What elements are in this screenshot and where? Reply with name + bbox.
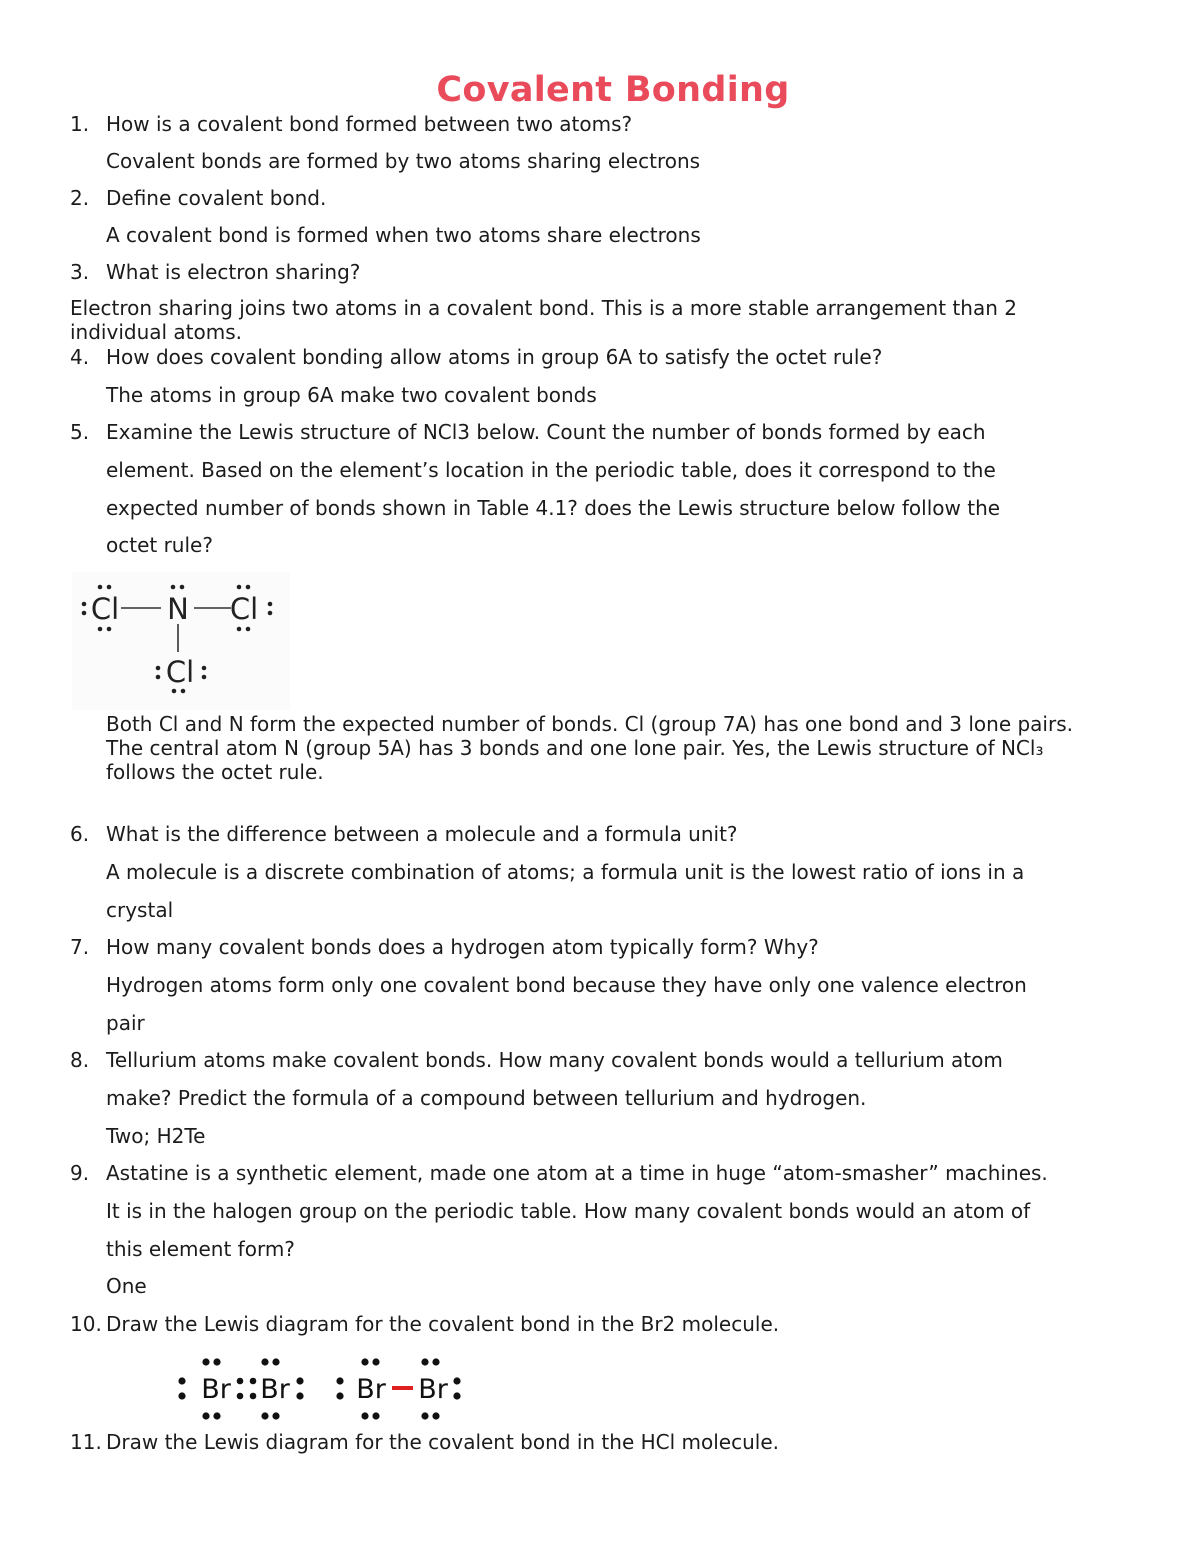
question-5-line: octet rule? — [106, 533, 213, 557]
question-9-line: It is in the halogen group on the periodic table. How many covalent bonds would an atom of — [106, 1199, 1031, 1223]
item-number: 6. — [70, 822, 90, 846]
item-number: 3. — [70, 260, 90, 284]
answer-3: Electron sharing joins two atoms in a covalent bond. This is a more stable arrangement than 2 individual atoms. — [70, 296, 1017, 344]
answer-8: Two; H2Te — [106, 1124, 206, 1148]
question-10: Draw the Lewis diagram for the covalent bond in the Br2 molecule. — [106, 1312, 780, 1336]
question-5-line: expected number of bonds shown in Table 4.1? does the Lewis structure below follow the — [106, 496, 1001, 520]
question-9-line: this element form? — [106, 1237, 295, 1261]
atom-br-1: Br — [201, 1374, 231, 1405]
atom-cl-bottom: Cl — [165, 655, 195, 689]
item-number: 5. — [70, 420, 90, 444]
question-5-line: element. Based on the element’s location in the periodic table, does it correspond to the — [106, 458, 996, 482]
item-number: 11. — [70, 1430, 102, 1454]
answer-6-line: A molecule is a discrete combination of atoms; a formula unit is the lowest ratio of ions in a — [106, 860, 1025, 884]
item-number: 8. — [70, 1048, 90, 1072]
question-8-line: make? Predict the formula of a compound between tellurium and hydrogen. — [106, 1086, 867, 1110]
question-5-line: Examine the Lewis structure of NCl3 below. Count the number of bonds formed by each — [106, 420, 986, 444]
item-number: 2. — [70, 186, 90, 210]
answer-4: The atoms in group 6A make two covalent bonds — [106, 383, 597, 407]
question-1: How is a covalent bond formed between two atoms? — [106, 112, 633, 136]
atom-br-3: Br — [356, 1374, 386, 1405]
atom-br-2: Br — [260, 1374, 290, 1405]
item-number: 7. — [70, 935, 90, 959]
question-3: What is electron sharing? — [106, 260, 361, 284]
answer-7-line: Hydrogen atoms form only one covalent bond because they have only one valence electron — [106, 973, 1027, 997]
answer-2: A covalent bond is formed when two atoms share electrons — [106, 223, 701, 247]
answer-9: One — [106, 1274, 147, 1298]
item-number: 1. — [70, 112, 90, 136]
question-7: How many covalent bonds does a hydrogen atom typically form? Why? — [106, 935, 819, 959]
answer-1: Covalent bonds are formed by two atoms sharing electrons — [106, 149, 701, 173]
atom-cl-right: Cl — [229, 592, 259, 626]
atom-br-4: Br — [418, 1374, 448, 1405]
question-6: What is the difference between a molecule and a formula unit? — [106, 822, 738, 846]
atom-cl-left: Cl — [90, 592, 120, 626]
page-title: Covalent Bonding — [436, 70, 790, 110]
item-number: 9. — [70, 1161, 90, 1185]
answer-5: Both Cl and N form the expected number of bonds. Cl (group 7A) has one bond and 3 lone pairs. The central atom N (group 5A) has 3 bonds and one lone pair. Yes, the Lewis structure of NCl₃ follows the octet rule. — [106, 712, 1073, 784]
question-11: Draw the Lewis diagram for the covalent bond in the HCl molecule. — [106, 1430, 779, 1454]
atom-n: N — [167, 592, 189, 626]
answer-7-line: pair — [106, 1011, 145, 1035]
question-2: Define covalent bond. — [106, 186, 327, 210]
ncl3-lewis-structure — [72, 572, 290, 710]
item-number: 10. — [70, 1312, 102, 1336]
question-9-line: Astatine is a synthetic element, made one atom at a time in huge “atom-smasher” machines. — [106, 1161, 1048, 1185]
answer-6-line: crystal — [106, 898, 174, 922]
question-8-line: Tellurium atoms make covalent bonds. How many covalent bonds would a tellurium atom — [106, 1048, 1003, 1072]
br2-lewis-diagram — [170, 1348, 470, 1428]
question-4: How does covalent bonding allow atoms in group 6A to satisfy the octet rule? — [106, 345, 883, 369]
item-number: 4. — [70, 345, 90, 369]
